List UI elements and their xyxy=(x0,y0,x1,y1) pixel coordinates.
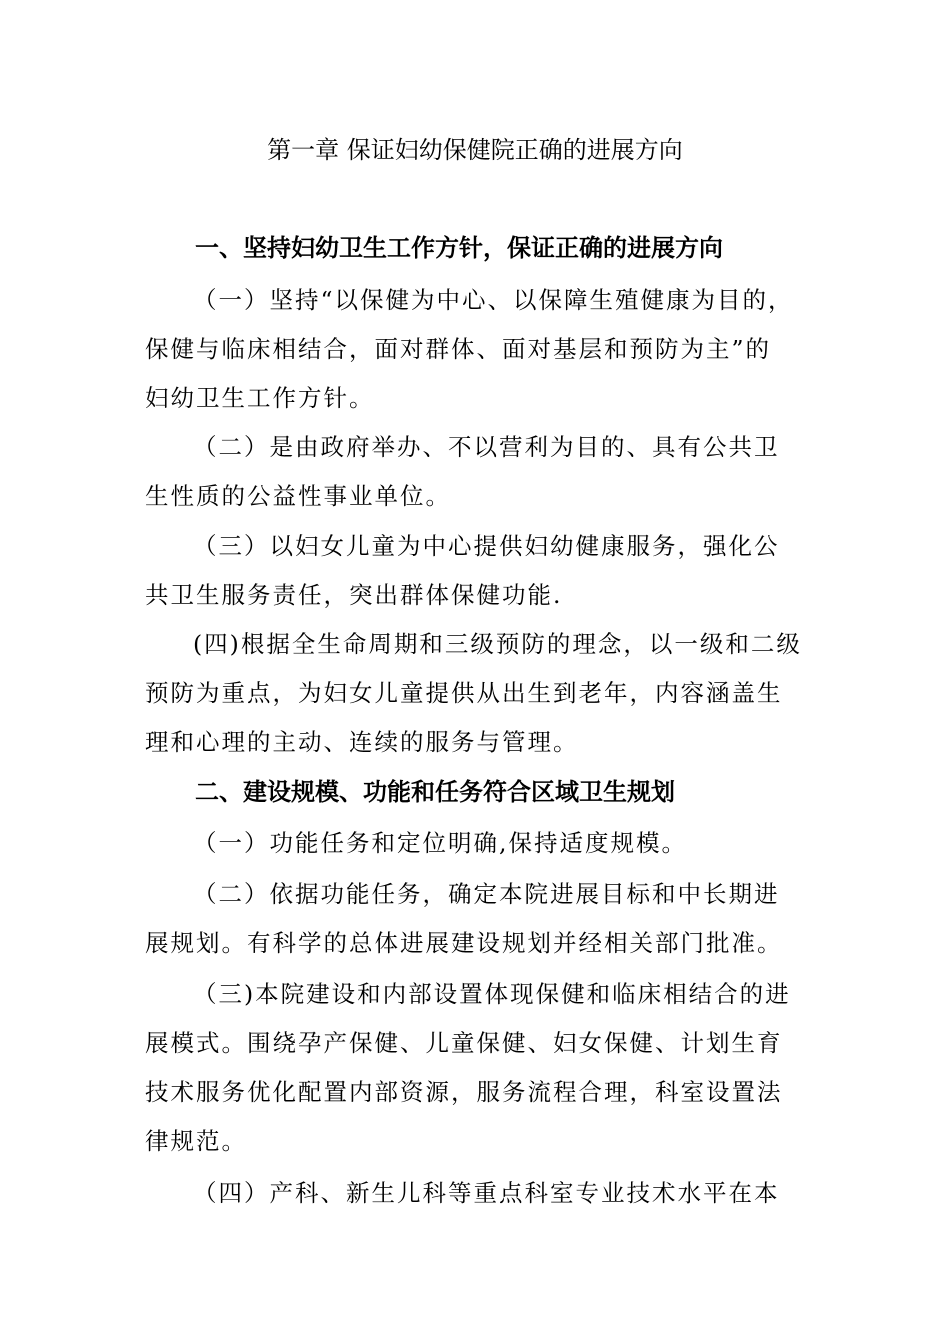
paragraph-2-1 xyxy=(145,819,805,868)
paragraph-line: 保健与临床相结合，面对群体、面对基层和预防为主”的 xyxy=(145,335,772,363)
paragraph-line: （三)本院建设和内部设置体现保健和临床相结合的进 xyxy=(193,980,791,1008)
paragraph-line: （二）依据功能任务，确定本院进展目标和中长期进 xyxy=(193,880,780,908)
paragraph-line: （一）坚持“以保健为中心、以保障生殖健康为目的， xyxy=(193,286,794,314)
paragraph-1-1 xyxy=(145,276,805,423)
section-heading-1: 一、坚持妇幼卫生工作方针，保证正确的进展方向 xyxy=(195,234,723,262)
paragraph-line: (四)根据全生命周期和三级预防的理念，以一级和二级 xyxy=(193,630,802,658)
paragraph-line: 展规划。有科学的总体进展建设规划并经相关部门批准。 xyxy=(145,929,783,957)
paragraph-line: 共卫生服务责任，突出群体保健功能. xyxy=(145,581,563,609)
paragraph-line: （二）是由政府举办、不以营利为目的、具有公共卫 xyxy=(193,433,780,461)
paragraph-line: 妇幼卫生工作方针。 xyxy=(145,384,375,412)
paragraph-2-4 xyxy=(145,1169,805,1218)
paragraph-line: （三）以妇女儿童为中心提供妇幼健康服务，强化公 xyxy=(193,532,780,560)
chapter-title: 第一章 保证妇幼保健院正确的进展方向 xyxy=(267,136,683,164)
paragraph-2-3 xyxy=(145,970,805,1166)
paragraph-line: 理和心理的主动、连续的服务与管理。 xyxy=(145,728,579,756)
paragraph-line: 技术服务优化配置内部资源，服务流程合理，科室设置法 xyxy=(145,1078,783,1106)
paragraph-2-2 xyxy=(145,870,805,968)
paragraph-line: 展模式。围绕孕产保健、儿童保健、妇女保健、计划生育 xyxy=(145,1029,783,1057)
paragraph-1-3 xyxy=(145,522,805,620)
paragraph-line: （一）功能任务和定位明确,保持适度规模。 xyxy=(193,829,687,857)
paragraph-line: 预防为重点，为妇女儿童提供从出生到老年，内容涵盖生 xyxy=(145,679,783,707)
section-heading-2: 二、建设规模、功能和任务符合区域卫生规划 xyxy=(195,778,675,806)
paragraph-1-4 xyxy=(145,620,805,767)
paragraph-1-2 xyxy=(145,423,805,521)
paragraph-line: 生性质的公益性事业单位。 xyxy=(145,482,451,510)
paragraph-line: （四）产科、新生儿科等重点科室专业技术水平在本 xyxy=(193,1179,780,1207)
paragraph-line: 律规范。 xyxy=(145,1127,247,1155)
